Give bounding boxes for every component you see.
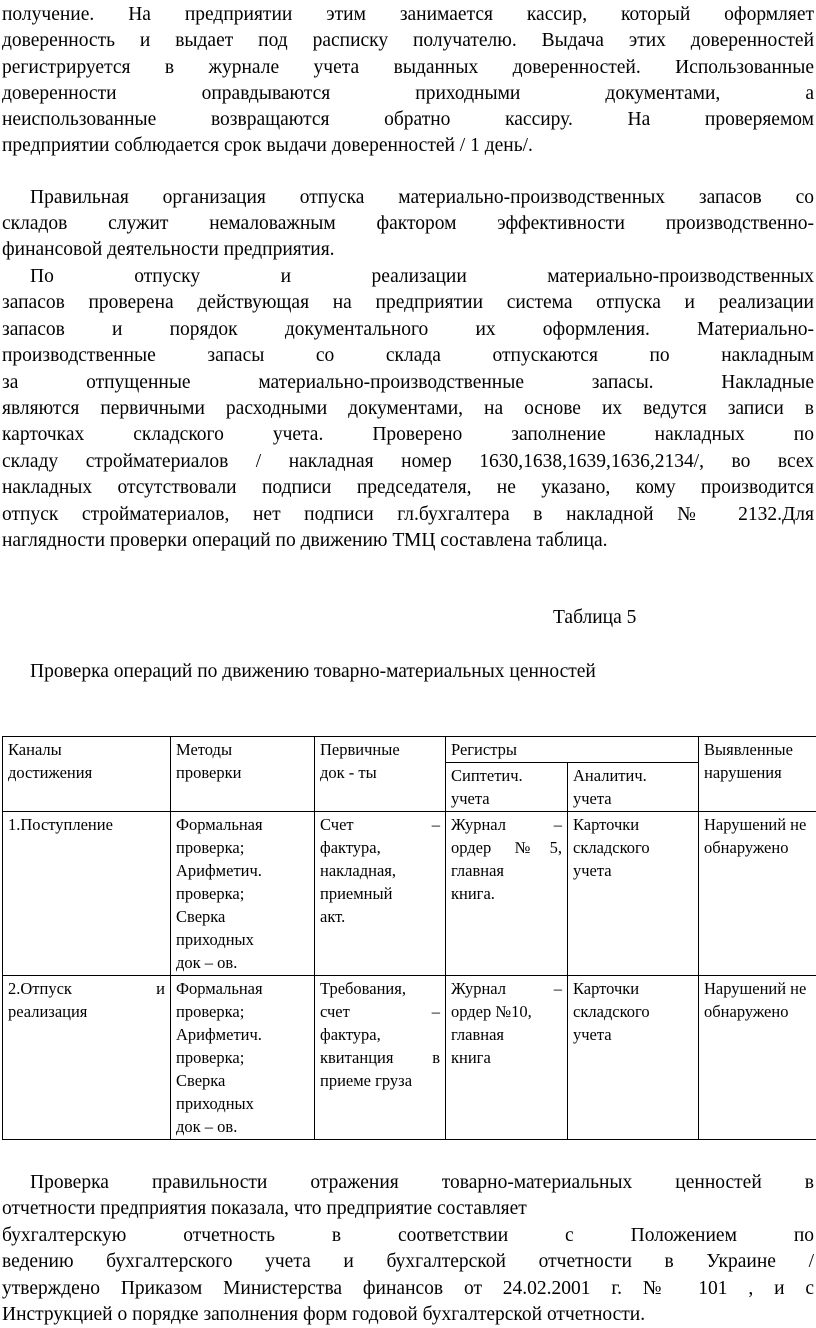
cell-text: ордер №10, bbox=[451, 1002, 532, 1021]
cell-text: книга. bbox=[451, 884, 495, 903]
cell-analytic bbox=[568, 812, 699, 976]
cell-text: приеме груза bbox=[320, 1071, 413, 1090]
cell-text: приемный bbox=[320, 884, 393, 903]
header-violations bbox=[699, 737, 816, 812]
header-primary-docs bbox=[315, 737, 446, 812]
header-synthetic bbox=[446, 763, 568, 812]
para2-line: Правильная организация отпуска материально-производственных запасов со bbox=[30, 187, 814, 208]
cell-channel bbox=[3, 976, 171, 1140]
cell-channel bbox=[3, 812, 171, 976]
para3-line: накладных отсутствовали подписи председателя, не указано, кому производится bbox=[2, 477, 814, 498]
table-label: Таблица 5 bbox=[553, 607, 637, 628]
cell-text: Требования, bbox=[320, 979, 406, 998]
header-text: Первичные bbox=[320, 740, 400, 759]
cell-text: Счет – bbox=[320, 815, 440, 834]
para2-line: складов служит немаловажным фактором эффективности производственно- bbox=[2, 213, 814, 234]
cell-text: Арифметич. bbox=[176, 1025, 262, 1044]
cell-text: Журнал – bbox=[451, 979, 562, 998]
cell-text: Сверка bbox=[176, 1071, 226, 1090]
cell-text: проверка; bbox=[176, 884, 245, 903]
cell-text: накладная, bbox=[320, 861, 396, 880]
cell-text: главная bbox=[451, 861, 505, 880]
cell-methods bbox=[171, 812, 315, 976]
header-text: док - ты bbox=[320, 763, 377, 782]
para1-line: неиспользованные возвращаются обратно кассиру. На проверяемом bbox=[2, 109, 814, 130]
header-text: Сиптетич. bbox=[451, 766, 523, 785]
cell-analytic bbox=[568, 976, 699, 1140]
cell-text: Карточки bbox=[573, 815, 640, 834]
cell-text: Журнал – bbox=[451, 815, 562, 834]
cell-text: Сверка bbox=[176, 907, 226, 926]
cell-text: складского bbox=[573, 1002, 650, 1021]
para3-line: отпуск стройматериалов, нет подписи гл.бухгалтера в накладной № 2132.Для bbox=[2, 504, 814, 525]
table-header-row bbox=[3, 737, 816, 763]
cell-text: проверка; bbox=[176, 838, 245, 857]
cell-violations bbox=[699, 976, 816, 1140]
cell-text: главная bbox=[451, 1025, 505, 1044]
cell-text: Формальная bbox=[176, 979, 263, 998]
header-text: Методы bbox=[176, 740, 233, 759]
cell-text: квитанция в bbox=[320, 1048, 440, 1067]
cell-text: фактура, bbox=[320, 1025, 381, 1044]
cell-text: приходных bbox=[176, 930, 254, 949]
cell-text: фактура, bbox=[320, 838, 381, 857]
cell-text: док – ов. bbox=[176, 1117, 238, 1136]
table-row bbox=[3, 812, 816, 976]
header-text: учета bbox=[451, 789, 490, 808]
para1-line: доверенность и выдает под расписку получателю. Выдача этих доверенностей bbox=[2, 30, 814, 51]
cell-text: ордер №5, bbox=[451, 838, 562, 857]
header-text: Каналы bbox=[8, 740, 62, 759]
header-text: Регистры bbox=[451, 740, 517, 759]
para3-line: карточках складского учета. Проверено заполнение накладных по bbox=[2, 424, 814, 445]
cell-primary bbox=[315, 976, 446, 1140]
para3-line: запасов проверена действующая на предприятии система отпуска и реализации bbox=[2, 292, 814, 313]
cell-synthetic bbox=[446, 812, 568, 976]
cell-text: Арифметич. bbox=[176, 861, 262, 880]
para2-line: финансовой деятельности предприятия. bbox=[2, 239, 335, 260]
cell-text: Нарушений не bbox=[704, 815, 807, 834]
cell-text: проверка; bbox=[176, 1048, 245, 1067]
cell-primary bbox=[315, 812, 446, 976]
para3-line: складу стройматериалов / накладная номер 1630,1638,1639,1636,2134/, во всех bbox=[2, 451, 814, 472]
para1-line: регистрируется в журнале учета выданных доверенностей. Использованные bbox=[2, 57, 814, 78]
cell-text: Карточки bbox=[573, 979, 640, 998]
para4-line: отчетности предприятия показала, что предприятие составляет bbox=[2, 1198, 527, 1219]
para3-line: наглядности проверки операций по движению ТМЦ составлена таблица. bbox=[2, 530, 608, 551]
cell-text: счет – bbox=[320, 1002, 440, 1021]
cell-text: книга bbox=[451, 1048, 491, 1067]
cell-violations bbox=[699, 812, 816, 976]
para3-line: производственные запасы со склада отпускаются по накладным bbox=[2, 345, 814, 366]
cell-text: складского bbox=[573, 838, 650, 857]
header-text: проверки bbox=[176, 763, 242, 782]
cell-text: проверка; bbox=[176, 1002, 245, 1021]
table-row bbox=[3, 976, 816, 1140]
operations-table bbox=[2, 736, 816, 1140]
cell-text: приходных bbox=[176, 1094, 254, 1113]
cell-text: док – ов. bbox=[176, 953, 238, 972]
cell-methods bbox=[171, 976, 315, 1140]
cell-text: реализация bbox=[8, 1002, 88, 1021]
cell-text: обнаружено bbox=[704, 1002, 789, 1021]
para4-line: ведению бухгалтерского учета и бухгалтерской отчетности в Украине / bbox=[2, 1251, 814, 1272]
cell-text: учета bbox=[573, 1025, 612, 1044]
header-registers bbox=[446, 737, 699, 763]
cell-text: обнаружено bbox=[704, 838, 789, 857]
table-title: Проверка операций по движению товарно-материальных ценностей bbox=[30, 661, 596, 682]
para1-line: предприятии соблюдается срок выдачи доверенностей / 1 день/. bbox=[2, 135, 533, 156]
para4-line: бухгалтерскую отчетность в соответствии с Положением по bbox=[2, 1225, 814, 1246]
header-channels bbox=[3, 737, 171, 812]
cell-synthetic bbox=[446, 976, 568, 1140]
para3-line: По отпуску и реализации материально-производственных bbox=[30, 266, 814, 287]
cell-text: Формальная bbox=[176, 815, 263, 834]
cell-text: учета bbox=[573, 861, 612, 880]
header-analytic bbox=[568, 763, 699, 812]
para1-line: получение. На предприятии этим занимается кассир, который оформляет bbox=[2, 4, 814, 25]
cell-text: 1.Поступление bbox=[8, 815, 113, 834]
para3-line: запасов и порядок документального их оформления. Материально- bbox=[2, 319, 814, 340]
para3-line: являются первичными расходными документами, на основе их ведутся записи в bbox=[2, 398, 814, 419]
header-text: учета bbox=[573, 789, 612, 808]
header-text: достижения bbox=[8, 763, 93, 782]
para4-line: Инструкцией о порядке заполнения форм годовой бухгалтерской отчетности. bbox=[2, 1304, 646, 1325]
cell-text: 2.Отпуск и bbox=[8, 979, 165, 998]
cell-text: акт. bbox=[320, 907, 346, 926]
header-text: нарушения bbox=[704, 763, 782, 782]
cell-text: Нарушений не bbox=[704, 979, 807, 998]
header-text: Аналитич. bbox=[573, 766, 647, 785]
para3-line: за отпущенные материально-производственные запасы. Накладные bbox=[2, 372, 814, 393]
header-text: Выявленные bbox=[704, 740, 793, 759]
header-methods bbox=[171, 737, 315, 812]
para4-line: Проверка правильности отражения товарно-материальных ценностей в bbox=[30, 1172, 814, 1193]
para1-line: доверенности оправдываются приходными документами, а bbox=[2, 83, 814, 104]
para4-line: утверждено Приказом Министерства финансов от 24.02.2001 г. № 101 , и с bbox=[2, 1278, 814, 1299]
